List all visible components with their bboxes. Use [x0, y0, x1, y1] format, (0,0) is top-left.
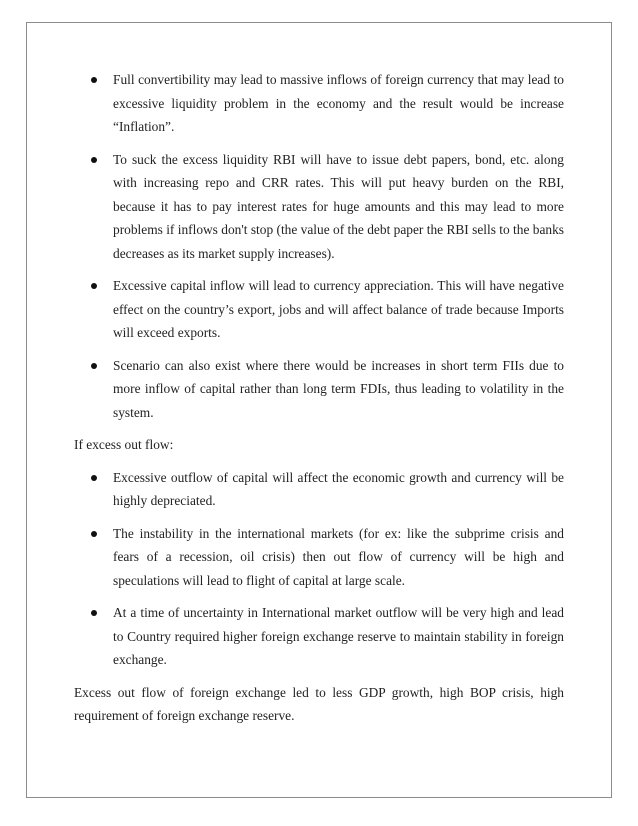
list-item-text: Excessive outflow of capital will affect the economic growth and currency will be highly depreciated. [113, 469, 564, 508]
bullet-icon [91, 283, 97, 289]
list-item [74, 522, 564, 593]
list-item-text: The instability in the international markets (for ex: like the subprime crisis and fears of a recession, oil crisis) then out flow of currency will be high and speculations will lead to flight of capital at large scale. [113, 525, 564, 588]
bullet-icon [91, 531, 97, 537]
bullet-icon [91, 157, 97, 163]
list-item-text: Excessive capital inflow will lead to currency appreciation. This will have negative effect on the country’s export, jobs and will affect balance of trade because Imports will exceed exports. [113, 278, 564, 340]
bullet-icon [91, 77, 97, 83]
list-item [74, 274, 564, 345]
conclusion-paragraph: Excess out flow of foreign exchange led to less GDP growth, high BOP crisis, high requirement of foreign exchange reserve. [74, 684, 564, 723]
outflow-heading: If excess out flow: [74, 437, 174, 452]
outflow-consequences-list [74, 466, 564, 672]
list-item [74, 68, 564, 139]
list-item-text: At a time of uncertainty in International market outflow will be very high and lead to Country required higher foreign exchange reserve to maintain stability in foreign exchange. [113, 605, 564, 667]
bullet-icon [91, 363, 97, 369]
bullet-icon [91, 475, 97, 481]
list-item [74, 148, 564, 266]
inflow-consequences-list [74, 68, 564, 424]
document-body [74, 68, 564, 737]
list-item [74, 354, 564, 425]
list-item-text: Scenario can also exist where there would be increases in short term FIIs due to more inflow of capital rather than long term FDIs, thus leading to volatility in the system. [113, 357, 564, 420]
bullet-icon [91, 610, 97, 616]
list-item-text: Full convertibility may lead to massive inflows of foreign currency that may lead to excessive liquidity problem in the economy and the result would be increase “Inflation”. [113, 72, 564, 134]
list-item [74, 601, 564, 672]
list-item-text: To suck the excess liquidity RBI will have to issue debt papers, bond, etc. along with increasing repo and CRR rates. This will put heavy burden on the RBI, because it has to pay interest rates for huge amounts and this may lead to more problems if inflows don't stop (the value of the debt paper the RBI sells to the banks decreases as its market supply increases). [113, 151, 564, 261]
list-item [74, 466, 564, 513]
